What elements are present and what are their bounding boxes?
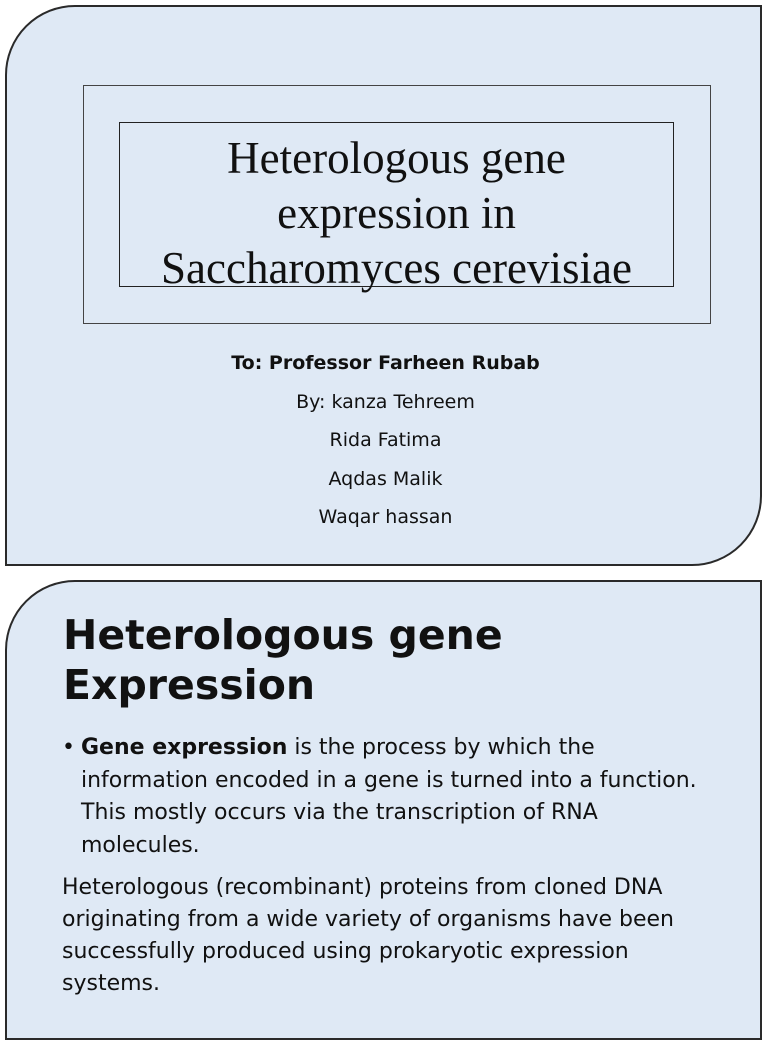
content-slide bbox=[5, 580, 762, 1040]
bullet-term: Gene expression bbox=[81, 735, 288, 760]
bullet-text bbox=[81, 732, 712, 862]
author-name: Aqdas Malik bbox=[328, 467, 443, 490]
slide-heading bbox=[63, 610, 503, 710]
title-line: expression in bbox=[277, 188, 516, 238]
title-slide bbox=[5, 5, 762, 566]
body-paragraph: Heterologous (recombinant) proteins from cloned DNA originating from a wide variety of organisms have been successfully produced using prokaryotic expression systems. bbox=[62, 875, 674, 996]
bullet-definition: is the process by which the information encoded in a gene is turned into a function. This mostly occurs via the transcription of RNA molecules. bbox=[81, 735, 697, 858]
author-name: Waqar hassan bbox=[318, 506, 453, 528]
credits bbox=[7, 349, 764, 542]
heading-line: Heterologous gene bbox=[63, 611, 503, 659]
title-line: Saccharomyces cerevisiae bbox=[161, 243, 632, 293]
title-line: Heterologous gene bbox=[227, 133, 566, 183]
presentation-title bbox=[119, 131, 674, 296]
heading-line: Expression bbox=[63, 661, 316, 709]
author-name: Rida Fatima bbox=[329, 429, 442, 451]
recipient-line: To: Professor Farheen Rubab bbox=[231, 352, 540, 374]
bullet-marker: • bbox=[62, 735, 75, 760]
author-by-line: By: kanza Tehreem bbox=[296, 390, 475, 413]
bullet-item bbox=[62, 732, 712, 862]
